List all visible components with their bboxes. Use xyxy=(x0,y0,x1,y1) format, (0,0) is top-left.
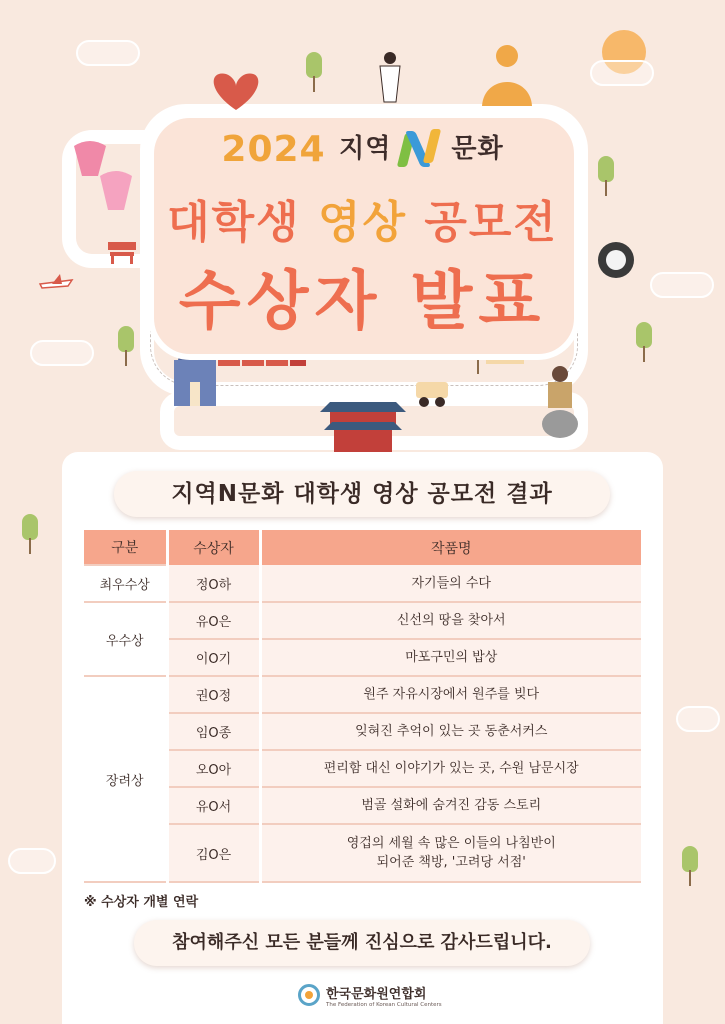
potter-icon xyxy=(536,362,586,442)
winner-name: 정O하 xyxy=(167,565,260,602)
winner-name: 유O은 xyxy=(167,602,260,639)
work-title: 자기들의 수다 xyxy=(260,565,641,602)
work-title xyxy=(260,824,641,882)
winner-name: 임O종 xyxy=(167,713,260,750)
title-line2-suffix: 공모전 xyxy=(407,197,558,248)
palace-gate-icon xyxy=(318,398,408,454)
table-row xyxy=(84,713,641,750)
table-row xyxy=(84,565,641,602)
cloud-icon xyxy=(30,340,94,366)
results-subtitle: 지역N문화 대학생 영상 공모전 결과 xyxy=(114,471,610,517)
header-work: 작품명 xyxy=(260,530,641,565)
work-title-line-1: 영겁의 세월 속 많은 이들의 나침반이 xyxy=(346,836,556,851)
work-title: 잊혀진 추억이 있는 곳 동춘서커스 xyxy=(260,713,641,750)
work-title: 범골 설화에 숨겨진 감동 스토리 xyxy=(260,787,641,824)
category-encouragement: 장려상 xyxy=(84,676,167,882)
table-row xyxy=(84,676,641,713)
tree-icon xyxy=(22,514,38,554)
tree-icon xyxy=(306,52,322,92)
work-title-line-2: 되어준 책방, '고려당 서점' xyxy=(376,855,526,870)
cloud-icon xyxy=(8,848,56,874)
header-category: 구분 xyxy=(84,530,167,565)
drummer-icon xyxy=(372,50,408,104)
table-row xyxy=(84,824,641,882)
title-line2-highlight: 영상 xyxy=(317,197,407,248)
winner-name: 권O정 xyxy=(167,676,260,713)
organization-logo xyxy=(298,978,442,1012)
org-name-ko: 한국문화원연합회 xyxy=(326,986,427,1002)
title-line-2 xyxy=(0,186,725,250)
work-title: 마포구민의 밥상 xyxy=(260,639,641,676)
work-title: 편리함 대신 이야기가 있는 곳, 수원 남문시장 xyxy=(260,750,641,787)
cloud-icon xyxy=(676,706,720,732)
winner-name: 유O서 xyxy=(167,787,260,824)
winner-name: 이O기 xyxy=(167,639,260,676)
winner-name: 오O아 xyxy=(167,750,260,787)
buddha-statue-icon xyxy=(474,40,540,110)
table-row xyxy=(84,639,641,676)
title-line-1 xyxy=(0,128,725,170)
work-title: 원주 자유시장에서 원주를 빚다 xyxy=(260,676,641,713)
table-header-row xyxy=(84,530,641,565)
cart-icon xyxy=(414,378,450,410)
title-culture: 문화 xyxy=(451,134,504,164)
org-logo-icon xyxy=(298,984,320,1006)
contact-note: ※ 수상자 개별 연락 xyxy=(84,895,199,910)
thanks-message: 참여해주신 모든 분들께 진심으로 감사드립니다. xyxy=(134,920,590,966)
heart-sculpture-icon xyxy=(196,70,276,114)
work-title: 신선의 땅을 찾아서 xyxy=(260,602,641,639)
n-logo-icon xyxy=(399,129,443,169)
title-region: 지역 xyxy=(339,134,392,164)
awards-table xyxy=(84,530,641,883)
winner-name: 김O은 xyxy=(167,824,260,882)
cloud-icon xyxy=(590,60,654,86)
category-grand-prize: 최우수상 xyxy=(84,565,167,602)
category-excellence: 우수상 xyxy=(84,602,167,676)
table-row xyxy=(84,750,641,787)
title-line2-prefix: 대학생 xyxy=(167,197,318,248)
tree-icon xyxy=(682,846,698,886)
header-winner: 수상자 xyxy=(167,530,260,565)
table-row xyxy=(84,602,641,639)
org-name-en: The Federation of Korean Cultural Centers xyxy=(326,1001,442,1008)
title-line-3: 수상자 발표 xyxy=(178,265,547,339)
table-row xyxy=(84,787,641,824)
title-year: 2024 xyxy=(221,129,326,170)
cloud-icon xyxy=(76,40,140,66)
